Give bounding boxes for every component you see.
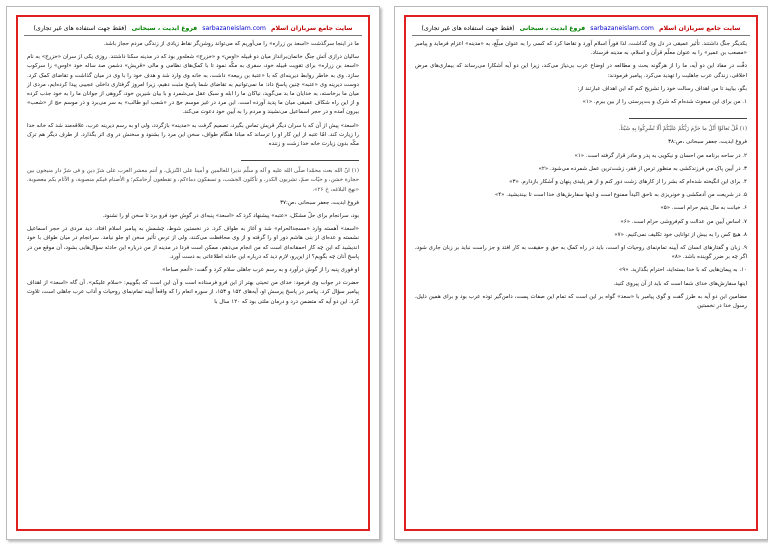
footnote: (۱) انّ الله بعث محمّدا صلّی الله علیه و آله و سلّم نذیرا للعالمین و أمینا علی التّنزیل، و أنتم معشر العرب علی شرّ دین و فی شرّ دار منیخون بین حجارة خشن، و حیّات صمّ، تشربون الکدر، و تأکلون الجشب، و تسفکون دماءکم، و تقطعون أرحامکم؛ و الأصنام فیکم منصوبة، و الآثام بکم معصوبة. «نهج البلاغه، خ ۲۶».	[27, 168, 359, 193]
footnote-divider	[629, 118, 747, 119]
list-item: ۵. در شریعت من آدمکشی و خونریزی به ناحق اکیداً ممنوع است و اینها سفارش‌های خدا است تا بیندیشید. «۴»	[494, 192, 747, 199]
header-site-name: سایت جامع سربازان اسلام	[658, 24, 741, 32]
page-body	[415, 40, 747, 311]
list-item: ۲. در ساحه برنامه من احسان و نیکویی به پدر و مادر قرار گرفته است. «۱»	[574, 152, 747, 159]
header-book-label: فروغ ابدیت ، سبحانی	[131, 24, 198, 32]
header-book-label: فروغ ابدیت ، سبحانی	[519, 24, 586, 32]
paragraph: سالیان درازی آتش جنگ خانمان‌برانداز میان دو قبیله «اوس» و «خزرج» شعله‌ور بود که در مدینه سکنا داشتند. روزی یکی از سران «خزرج» به نام «اسعد بن زراره» برای تقویت قبیله خود، سفری به مکّه نمود تا با کمک‌های نظامی و مالی «قریش» دشمن صد ساله خود «اوس» را سرکوب سازد. وی به خاطر روابط دیرینه‌ای که با «عتبة بن ربیعه» داشت، به خانه وی وارد شد و هدف خود را با وی در میان گذاشت و تقاضای کمک کرد. دوست دیرینه وی «عتبه» چنین پاسخ داد: ما نمی‌توانیم به تقاضای شما پاسخ مثبت دهیم، زیرا امروز گرفتاری داخلی عجیبی پیدا کرده‌ایم، مردی از میان ما برخاسته، به خدایان ما بد می‌گوید، نیاکان ما را ابله و سبک عقل می‌شمرد و با بیان شیرین خود، گروهی از جوانان ما را به خود جذب کرده و از این راه شکاف عمیقی میان ما پدید آورده است. این مرد در غیر موسم حج در «شعب ابو طالب» به سر می‌برد و در موسم حج از «شعب» بیرون آمده و در حجر اسماعیل می‌نشیند و مردم را به آیین خود دعوت می‌کند.	[27, 54, 359, 116]
header-url: sarbazaneislam.com	[590, 24, 654, 32]
page-reference: فروغ ابدیت، جعفر سبحانی ،ص:۳۷	[280, 199, 359, 206]
paragraph: یکدیگر جنگ داشتند. تأثیر عمیقی در دل وی گذاشت، لذا فوراً اسلام آورد و تقاضا کرد که کسی را به عنوان مبلّغ، به «مدینه» اعزام فرماید و پیامبر «مصعب بن عمیر» را به عنوان معلّم قرآن و اسلام، به مدینه فرستاد.	[415, 41, 747, 57]
list-item: ۷. اساس آیین من عدالت و کم‌فروشی حرام است. «۶»	[620, 218, 747, 225]
footnote: (۱) قُلْ تَعالَوْا أَتْلُ ما حَرَّمَ رَبُّکُمْ عَلَیْکُمْ أَلّا تُشْرِکُوا بِهِ شَیْئاً.	[618, 126, 747, 133]
page-body	[27, 40, 359, 307]
paragraph: بود، سرانجام برای حلّ مشکل، «عتبه» پیشنهاد کرد که «اسعد» پنبه‌ای در گوش خود فرو برد تا سخن او را نشنود.	[102, 213, 359, 220]
footnote-divider	[241, 160, 359, 161]
header-site-name: سایت جامع سربازان اسلام	[270, 24, 353, 32]
paragraph: بگو، بیایید تا من اهداف رسالت خود را تشریح کنم که این اهداف عبارتند از:	[577, 85, 747, 92]
paragraph: «اسعد» پیش از آن که با سران دیگر قریش تماس بگیرد، تصمیم گرفت به «مدینه» بازگردد، ولی او به رسم دیرینه عرب، علاقه‌مند شد که خانه خدا را زیارت کند. امّا عتبه از این کار او را ترساند که مبادا هنگام طواف، سخن این مرد را بشنود و سخنش در وی اثر بگذارد. از طرف دیگر هم ترک مکّه بدون زیارت خانه خدا زشت و زننده	[27, 122, 359, 148]
list-item: ۸. هیچ کس را به بیش از توانایی خود تکلیف نمی‌کنیم. «۷»	[614, 231, 747, 238]
paragraph: ما در اینجا سرگذشت «اسعد بن زراره» را می‌آوریم که می‌تواند روشن‌گر نقاط زیادی از زندگی مردم حجاز باشد.	[103, 41, 359, 47]
header-divider	[24, 35, 362, 36]
document-page-left	[6, 6, 380, 540]
list-item: ۶. خیانت به مال یتیم حرام است. «۵»	[660, 205, 747, 212]
paragraph: مضامین این دو آیه به طرز گفت و گوی پیامبر با «سعد» گواه بر این است که تمام این صفات پست، دامن‌گیر توده عرب بود و برای همین دلیل، رسول خدا در نخستین	[415, 293, 747, 310]
paragraph: اینها سفارش‌های خدای شما است که باید از آن پیروی کنید.	[613, 280, 747, 287]
paragraph: دقّت در مفاد این دو آیه، ما را از هرگونه بحث و مطالعه در اوضاع عرب بی‌نیاز می‌کند، زیرا این دو آیه آشکارا می‌رساند که بیماری‌های مرض اخلاقی، زندگی عرب جاهلیت را تهدید می‌کرد. پیامبر فرمودند:	[415, 63, 747, 79]
paragraph: او فوری پنبه را از گوش درآورد و به رسم عرب جاهلی سلام کرد و گفت: «أنعم صباحا»	[162, 267, 359, 274]
list-item: ۱۰. به پیمان‌هایی که با خدا بسته‌اید، احترام بگذارید. «۹»	[618, 267, 747, 274]
list-item: ۹. زبان و گفتارهای انسان که آیینه تمام‌نمای روحیات او است، باید در راه کمک به حق و حقیقت به کار افتد و جز راست نباید بر زبان جاری شود، اگر چه بر ضرر گوینده باشد. «۸»	[415, 245, 747, 261]
header-divider	[412, 35, 750, 36]
paragraph: حضرت در جواب وی فرمود: خدای من تحیتی بهتر از این فرو فرستاده است و آن این است که بگوییم: «سلام علیکم». آن گاه «اسعد» از اهداف پیامبر سؤال کرد. پیامبر در پاسخ پرسش او، آیه‌های ۱۵۲ و ۱۵۳، از سوره انعام را که واقعاً آیینه تمام‌نمای روحیات و آداب عرب جاهلی است، تلاوت کرد. این دو آیه که متضمن درد و درمان ملتی بود که ۱۲۰ سال با	[27, 280, 359, 305]
page-border-frame	[404, 15, 758, 531]
page-border-frame	[16, 15, 370, 531]
header-note: (فقط جهت استفاده های غیر تجاری)	[33, 24, 127, 32]
header-note: (فقط جهت استفاده های غیر تجاری)	[421, 24, 515, 32]
paragraph: «اسعد» آهسته وارد «مسجدالحرام» شد و آغاز به طواف کرد. در نخستین شوط، چشمش به پیامبر اسلام افتاد. دید مردی در حجر اسماعیل نشسته و عده‌ای از بنی هاشم دور او را گرفته و از وی محافظت می‌کنند، ولی از ترس تأثیر سخن او جلو نیامد. سرانجام در میان طواف با خود اندیشید که این چه کار احمقانه‌ای است که من انجام می‌دهم، ممکن است فردا در مدینه از من درباره این حادثه سؤال‌هایی بشود، آن موقع من در پاسخ آنان چه بگویم؟ از این‌رو، لازم دید که درباره این حادثه اطلاعاتی به دست آورد.	[27, 226, 359, 260]
page-header	[24, 21, 362, 35]
document-page-right	[394, 6, 768, 540]
page-reference: فروغ ابدیت، جعفر سبحانی ،ص:۳۸	[668, 139, 747, 146]
page-header	[412, 21, 750, 35]
list-item: ۱. من برای این مبعوث شده‌ام که شرک و بت‌پرستی را از بین ببرم. «۱»	[582, 99, 747, 106]
list-item: ۴. برای این انگیخته شده‌ام که بشر را از کارهای زشت دور کنم و از هر پلیدی پنهان و آشکار بازدارم. «۳»	[509, 179, 747, 186]
list-item: ۳. در آیین پاک من فرزندکشی به منظور ترس از فقر، زشت‌ترین عمل شمرده می‌شود. «۲»	[538, 165, 747, 172]
header-url: sarbazaneislam.com	[202, 24, 266, 32]
